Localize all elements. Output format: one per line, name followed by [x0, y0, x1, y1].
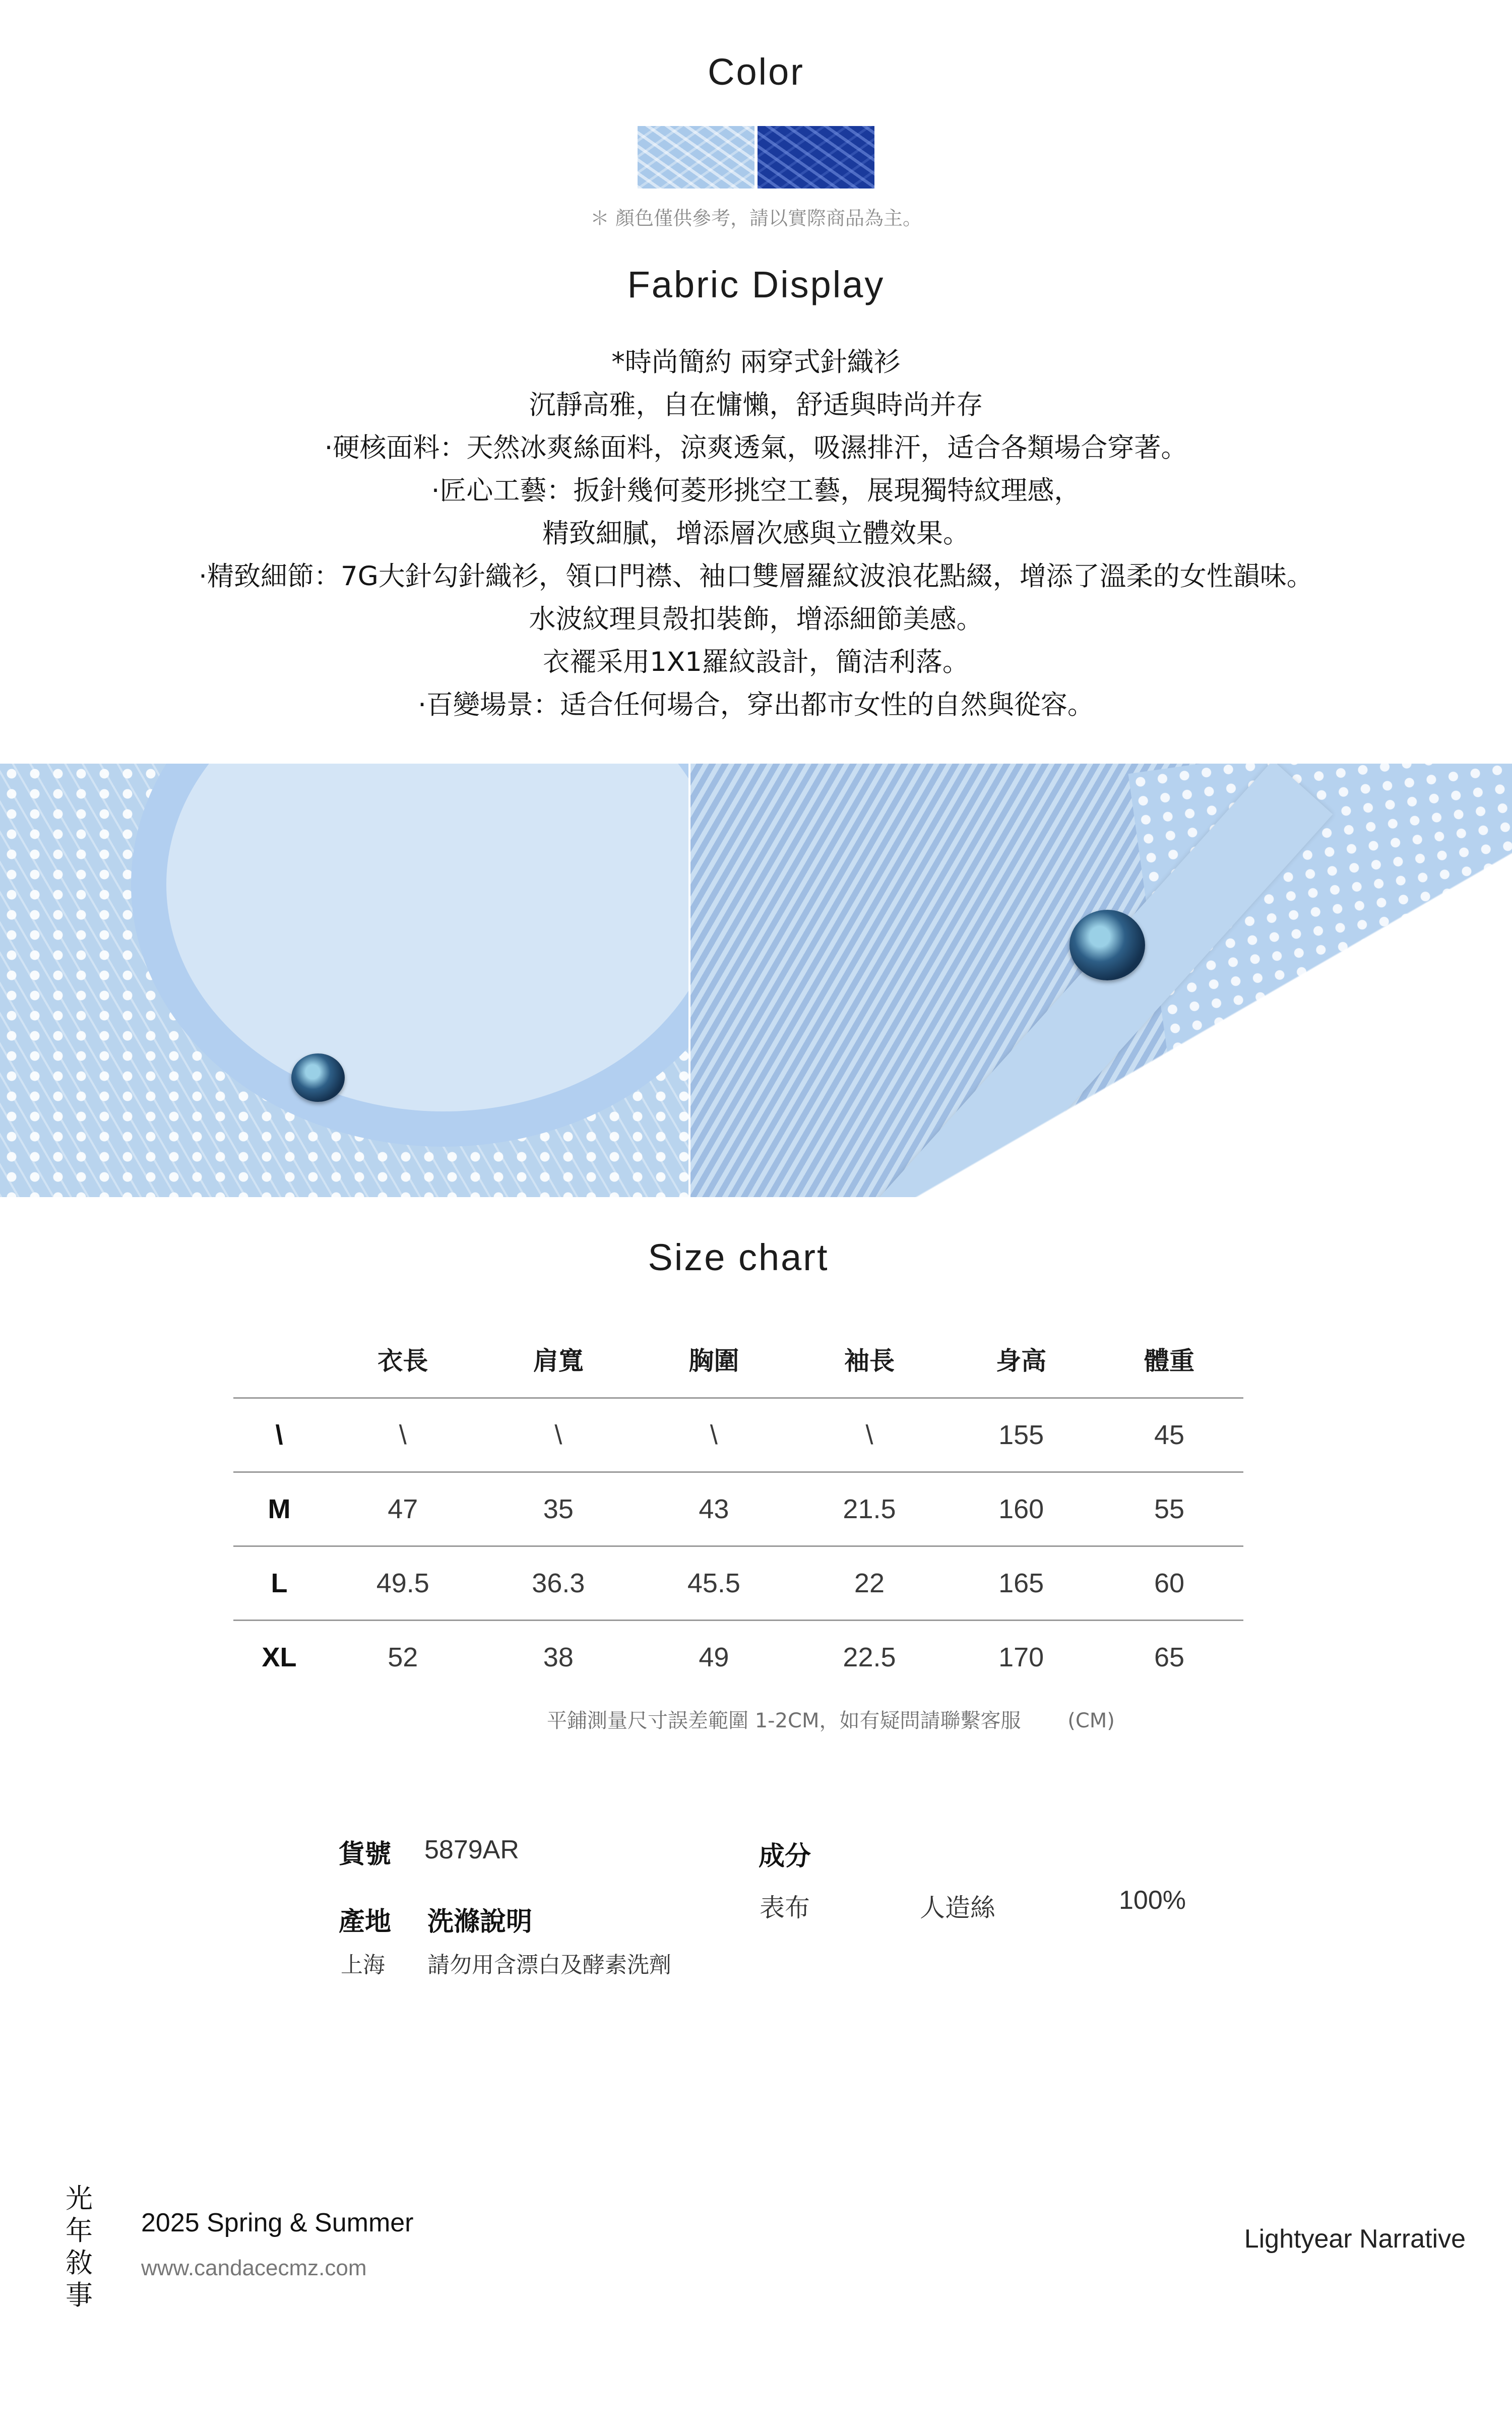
table-cell: 47 [325, 1472, 481, 1546]
origin-label: 產地 [339, 1907, 392, 1937]
header-cell: 肩寬 [533, 1346, 584, 1376]
table-cell: 55 [1095, 1472, 1243, 1546]
website-link[interactable]: www.candacecmz.com [141, 2256, 367, 2280]
header-cell: 袖長 [844, 1346, 895, 1376]
table-row [233, 1621, 1243, 1694]
logo-char: 光 [66, 2183, 93, 2214]
header-cell: 身高 [996, 1346, 1047, 1376]
item-no-label: 貨號 [339, 1839, 392, 1870]
size-label: XL [233, 1621, 325, 1694]
table-cell: 38 [481, 1621, 637, 1694]
season-label: 2025 Spring & Summer [141, 2208, 414, 2237]
table-cell: \ [481, 1398, 637, 1472]
logo-char: 敘 [66, 2247, 93, 2279]
fabric-line: 精致細膩，增添層次感與立體效果。 [542, 518, 970, 549]
table-cell: 65 [1095, 1621, 1243, 1694]
size-chart-title: Size chart [648, 1236, 829, 1278]
table-cell: 22.5 [792, 1621, 948, 1694]
background-cut [690, 764, 1512, 1197]
fabric-photo-collar [0, 764, 688, 1197]
brand-name: Lightyear Narrative [1244, 2224, 1466, 2254]
fabric-label: 表布 [760, 1893, 810, 1922]
table-cell: 52 [325, 1621, 481, 1694]
wash-label: 洗滌說明 [427, 1907, 533, 1937]
table-cell: 170 [947, 1621, 1095, 1694]
collar-rib [131, 764, 688, 1147]
fabric-description [0, 341, 1512, 726]
fabric-photo-cuff [690, 764, 1512, 1197]
wash-value: 請勿用含漂白及酵素洗劑 [427, 1952, 671, 1978]
header-cell: 衣長 [377, 1346, 428, 1376]
color-title: Color [708, 51, 804, 93]
header-cell: 體重 [1144, 1346, 1195, 1376]
table-cell: 49 [636, 1621, 792, 1694]
table-cell: 165 [947, 1546, 1095, 1621]
percent-value: 100% [1119, 1886, 1186, 1915]
table-row [233, 1546, 1243, 1621]
logo-char: 事 [66, 2279, 93, 2311]
material-value: 人造絲 [920, 1893, 995, 1922]
fabric-line: ·硬核面料：天然冰爽絲面料，涼爽透氣，吸濕排汗，适合各類場合穿著。 [324, 432, 1188, 463]
size-label: M [233, 1472, 325, 1546]
color-swatch-light-blue[interactable] [638, 126, 754, 189]
fabric-line: ·精致細節：7G大針勾針織衫，領口門襟、袖口雙層羅紋波浪花點綴，增添了溫柔的女性韻味。 [199, 561, 1313, 592]
fabric-line: 沉靜高雅，自在慵懶，舒适與時尚并存 [529, 390, 983, 420]
table-cell: 45 [1095, 1398, 1243, 1472]
table-cell: 43 [636, 1472, 792, 1546]
table-row [233, 1472, 1243, 1546]
item-no-value: 5879AR [424, 1835, 519, 1864]
table-cell: 21.5 [792, 1472, 948, 1546]
fabric-line: ·匠心工藝：扳針幾何菱形挑空工藝，展現獨特紋理感， [431, 475, 1081, 506]
table-cell: \ [325, 1398, 481, 1472]
table-cell: \ [792, 1398, 948, 1472]
header-cell: 胸圍 [688, 1346, 739, 1376]
table-cell: \ [636, 1398, 792, 1472]
size-table-header [233, 1321, 1243, 1398]
shell-button-icon [1069, 910, 1145, 980]
fabric-line: 水波紋理貝殼扣裝飾，增添細節美感。 [529, 604, 983, 635]
table-cell: 60 [1095, 1546, 1243, 1621]
header-cell [233, 1321, 325, 1398]
origin-value: 上海 [341, 1952, 385, 1978]
size-unit: (CM) [1067, 1709, 1115, 1732]
shell-button-icon [291, 1053, 345, 1102]
table-cell: 36.3 [481, 1546, 637, 1621]
fabric-line: *時尚簡約 兩穿式針織衫 [611, 347, 901, 378]
size-label: \ [233, 1398, 325, 1472]
table-cell: 45.5 [636, 1546, 792, 1621]
fabric-line: ·百變場景：适合任何場合，穿出都市女性的自然與從容。 [418, 690, 1094, 720]
logo-char: 年 [66, 2215, 93, 2247]
color-note: ＊ 顏色僅供參考，請以實際商品為主。 [590, 207, 922, 229]
table-row [233, 1398, 1243, 1472]
size-note [547, 1705, 1115, 1733]
size-label: L [233, 1546, 325, 1621]
table-cell: 160 [947, 1472, 1095, 1546]
composition-label: 成分 [759, 1841, 811, 1872]
table-cell: 22 [792, 1546, 948, 1621]
fabric-title: Fabric Display [627, 264, 885, 305]
fabric-line: 衣襬采用1X1羅紋設計，簡洁利落。 [543, 647, 969, 677]
size-note-text: 平鋪測量尺寸誤差範圍 1-2CM，如有疑問請聯繫客服 [547, 1709, 1021, 1732]
table-cell: 35 [481, 1472, 637, 1546]
size-table [233, 1321, 1243, 1694]
table-cell: 49.5 [325, 1546, 481, 1621]
color-swatch-royal-blue[interactable] [758, 126, 874, 189]
brand-logo-vertical [66, 2183, 96, 2312]
table-cell: 155 [947, 1398, 1095, 1472]
